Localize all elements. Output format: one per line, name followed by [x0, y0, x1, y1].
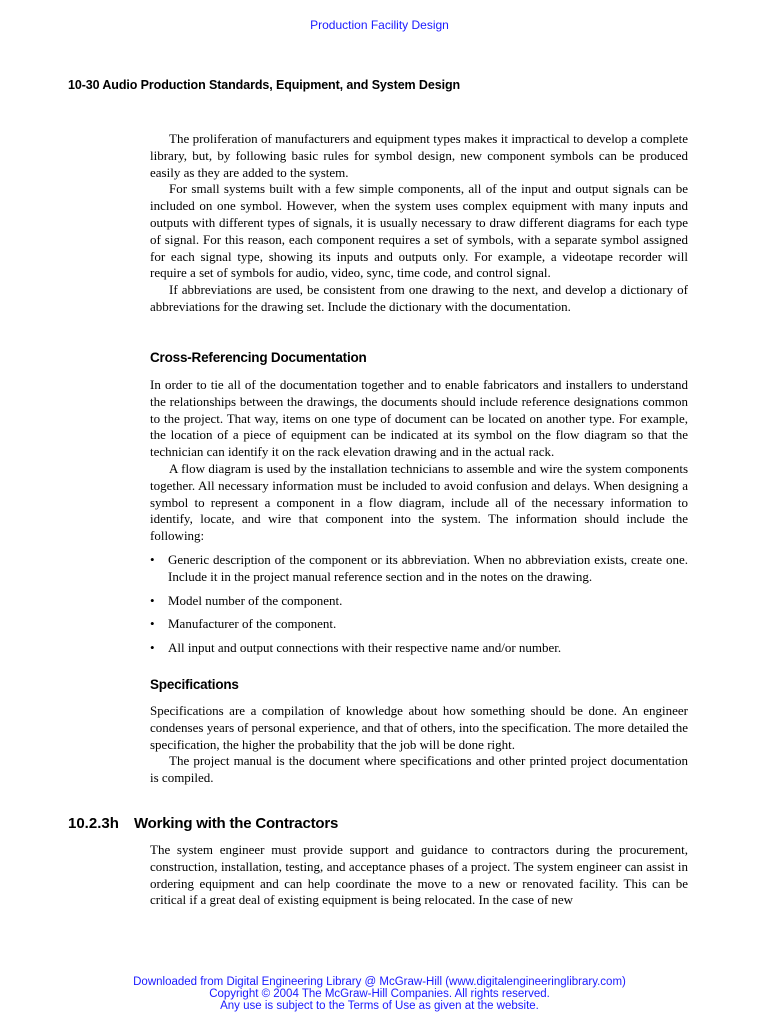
list-item [150, 552, 688, 586]
cross-ref-section [150, 377, 688, 664]
bullet-marker: • [150, 551, 155, 567]
section-title: Working with the Contractors [134, 815, 339, 832]
section-number: 10.2.3h [68, 815, 119, 832]
footer-download-link[interactable]: Downloaded from Digital Engineering Library @ McGraw-Hill (www.digitalengineeringlibrary.com) [133, 976, 626, 988]
contractors-paragraph: The system engineer must provide support and guidance to contractors during the procurement, construction, installation, testing, and acceptance phases of a project. The system engineer can assist in ordering equipment and can help coordinate the move to a new or renovated facility. This can be critical if a great deal of existing equipment is being relocated. In the case of new [150, 842, 688, 908]
footer-terms-link[interactable]: Any use is subject to the Terms of Use as given at the website. [220, 1000, 539, 1012]
list-item-text: All input and output connections with their respective name and/or number. [168, 640, 562, 656]
list-item-text: Manufacturer of the component. [168, 616, 337, 632]
bullet-marker: • [150, 616, 155, 632]
intro-paragraph-1: The proliferation of manufacturers and equipment types makes it impractical to develop a complete library, but, by following basic rules for symbol design, new component symbols can be produced easily as they are added to the system. [150, 131, 688, 180]
bullet-marker: • [150, 640, 155, 656]
list-item-text: Model number of the component. [168, 592, 343, 608]
site-title-link[interactable]: Production Facility Design [310, 18, 449, 32]
cross-ref-paragraph-2: A flow diagram is used by the installation technicians to assemble and wire the system components together. All necessary information must be included to avoid confusion and delays. When designing a symbol to represent a component in a flow diagram, include all of the necessary information to identify, locate, and wire that component into the system. The information should include the following: [150, 460, 688, 544]
specifications-section [150, 703, 688, 787]
running-head: 10-30 Audio Production Standards, Equipment, and System Design [68, 78, 461, 92]
list-item-text: Generic description of the component or its abbreviation. When no abbreviation exists, create one. Include it in the project manual reference section and in the notes on the drawing. [168, 551, 688, 584]
footer-copyright[interactable]: Copyright © 2004 The McGraw-Hill Companies. All rights reserved. [209, 988, 550, 1000]
contractors-section [150, 842, 688, 909]
cross-ref-heading: Cross-Referencing Documentation [150, 350, 367, 365]
info-list [150, 552, 688, 657]
specifications-heading: Specifications [150, 677, 239, 692]
list-item [150, 616, 688, 633]
cross-ref-paragraph-1: In order to tie all of the documentation together and to enable fabricators and installers to understand the relationships between the drawings, the documents should include reference designations common to the project. That way, items on one type of document can be located on another type. For example, the location of a piece of equipment can be indicated at its symbol on the flow diagram so that the technician can identify it on the rack elevation drawing and in the actual rack. [150, 377, 688, 460]
list-item [150, 593, 688, 610]
specifications-paragraph-1: Specifications are a compilation of knowledge about how something should be done. An engineer condenses years of personal experience, and that of others, into the specification. The more detailed the specification, the higher the probability that the job will be done right. [150, 703, 688, 752]
footer [0, 976, 759, 1012]
list-item [150, 640, 688, 657]
bullet-marker: • [150, 592, 155, 608]
intro-section [150, 131, 688, 316]
intro-paragraph-2: For small systems built with a few simple components, all of the input and output signals can be included on one symbol. However, when the system uses complex equipment with many inputs and outputs with different types of signals, it is usually necessary to draw different diagrams for each type of signal. For this reason, each component requires a set of symbols, with a separate symbol assigned for each signal type, showing its inputs and outputs only. For example, a videotape recorder will require a set of symbols for audio, video, sync, time code, and control signal. [150, 181, 688, 281]
specifications-paragraph-2: The project manual is the document where specifications and other printed project documentation is compiled. [150, 753, 688, 786]
intro-paragraph-3: If abbreviations are used, be consistent from one drawing to the next, and develop a dictionary of abbreviations for the drawing set. Include the dictionary with the documentation. [150, 282, 688, 314]
